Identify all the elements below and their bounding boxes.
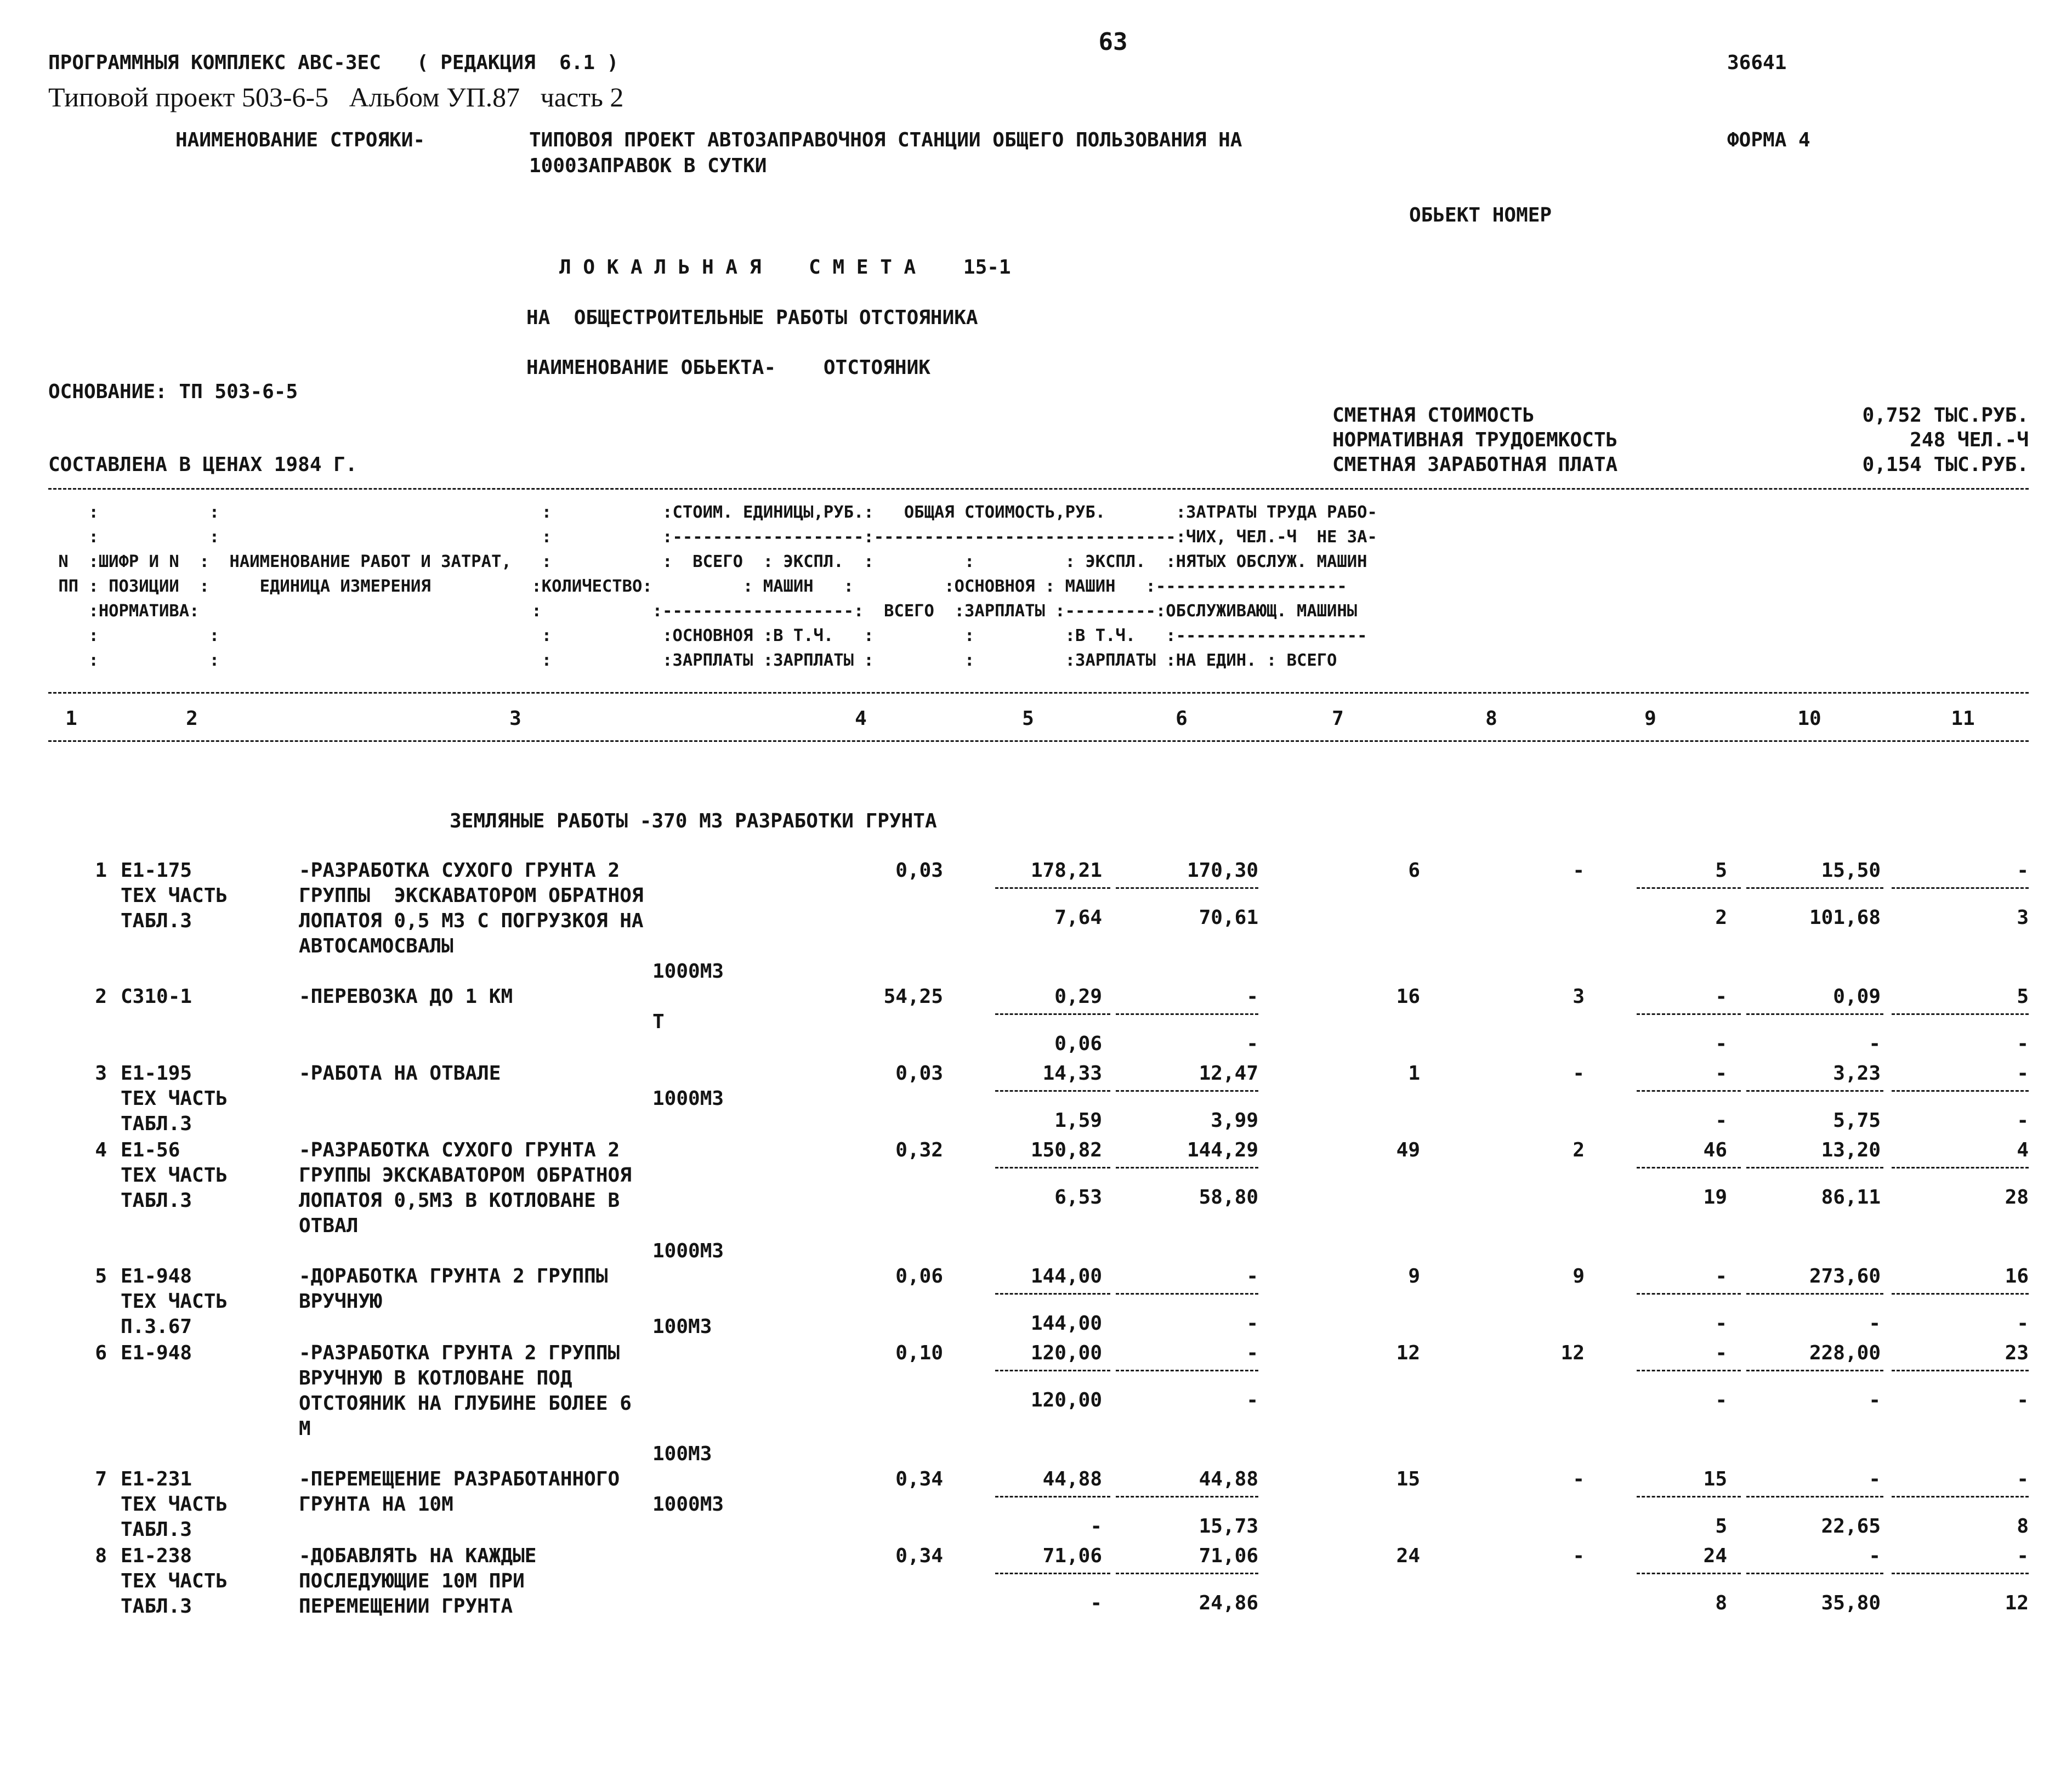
cell-divider-rule [995, 1167, 1110, 1169]
total-base-wages: - [1573, 1062, 1585, 1085]
quantity: 0,03 [895, 1062, 943, 1085]
unit-of-measure: 100М3 [652, 1315, 712, 1338]
unit-cost-machines: 71,06 [1199, 1545, 1258, 1567]
machine-labor-per-unit: 5,75 [1833, 1109, 1881, 1132]
work-name: -ПЕРЕВОЗКА ДО 1 КМ [299, 985, 513, 1008]
unit-cost-machines: 44,88 [1199, 1468, 1258, 1490]
labor-total: - [2017, 859, 2029, 882]
quantity: 0,32 [895, 1139, 943, 1161]
work-name: М [299, 1417, 311, 1440]
total-cost: 9 [1408, 1265, 1420, 1287]
total-cost: 12 [1396, 1342, 1420, 1364]
cell-divider-rule [1746, 1013, 1883, 1015]
unit-base-wages: 120,00 [1030, 1389, 1102, 1411]
summary-value-cost: 0,752 ТЫС.РУБ. [1862, 404, 2029, 427]
unit-cost-machines: - [1246, 1342, 1258, 1364]
cell-divider-rule [1116, 1573, 1258, 1574]
cell-divider-rule [1892, 1370, 2029, 1371]
row-number: 6 [95, 1342, 107, 1364]
column-number: 10 [1797, 707, 1821, 730]
summary-label-wages: СМЕТНАЯ ЗАРАБОТНАЯ ПЛАТА [1332, 453, 1618, 476]
unit-of-measure: 1000М3 [652, 1240, 724, 1262]
unit-machine-wages: 70,61 [1199, 906, 1258, 929]
total-machine-cost: 5 [1715, 859, 1727, 882]
column-number: 5 [1022, 707, 1034, 730]
column-number: 1 [65, 707, 77, 730]
labor-per-unit: 13,20 [1821, 1139, 1881, 1161]
row-number: 5 [95, 1265, 107, 1287]
unit-base-wages: 7,64 [1054, 906, 1102, 929]
labor-per-unit: 15,50 [1821, 859, 1881, 882]
unit-cost-total: 178,21 [1030, 859, 1102, 882]
machine-labor-per-unit: 101,68 [1809, 906, 1881, 929]
cell-divider-rule [995, 887, 1110, 889]
machine-labor-total: - [2017, 1109, 2029, 1132]
unit-base-wages: - [1090, 1515, 1102, 1538]
unit-machine-wages: 58,80 [1199, 1186, 1258, 1209]
norm-code: ТЕХ ЧАСТЬ [121, 884, 228, 907]
header-line: : : : :ОСНОВНОЯ :В Т.Ч. : : :В Т.Ч. :------------------- [48, 626, 1367, 645]
unit-machine-wages: 24,86 [1199, 1592, 1258, 1614]
row-number: 2 [95, 985, 107, 1008]
construction-name-line2: 1000ЗАПРАВОК В СУТКИ [529, 155, 767, 177]
labor-total: - [2017, 1062, 2029, 1085]
cell-divider-rule [995, 1090, 1110, 1092]
unit-cost-machines: 144,29 [1187, 1139, 1258, 1161]
machine-wages: - [1715, 1109, 1727, 1132]
norm-code: ТАБЛ.3 [121, 1518, 192, 1541]
estimate-title: Л О К А Л Ь Н А Я С М Е Т А 15-1 [559, 256, 1011, 279]
labor-per-unit: 228,00 [1809, 1342, 1881, 1364]
unit-base-wages: 0,06 [1054, 1033, 1102, 1055]
cell-divider-rule [1116, 887, 1258, 889]
document-id: 36641 [1727, 52, 1787, 74]
machine-labor-per-unit: 86,11 [1821, 1186, 1881, 1209]
cell-divider-rule [1892, 1090, 2029, 1092]
machine-labor-total: 3 [2017, 906, 2029, 929]
column-number: 2 [186, 707, 198, 730]
cell-divider-rule [1637, 1370, 1741, 1371]
machine-wages: - [1715, 1033, 1727, 1055]
labor-total: 4 [2017, 1139, 2029, 1161]
column-number: 4 [855, 707, 867, 730]
norm-code: ТАБЛ.3 [121, 910, 192, 932]
summary-value-wages: 0,154 ТЫС.РУБ. [1862, 453, 2029, 476]
form-label: ФОРМА 4 [1727, 129, 1810, 151]
row-number: 1 [95, 859, 107, 882]
quantity: 54,25 [883, 985, 943, 1008]
norm-code: Е1-231 [121, 1468, 192, 1490]
norm-code: П.3.67 [121, 1315, 192, 1338]
machine-labor-per-unit: - [1869, 1312, 1881, 1335]
machine-wages: - [1715, 1312, 1727, 1335]
machine-labor-total: 12 [2005, 1592, 2029, 1614]
total-base-wages: 12 [1560, 1342, 1585, 1364]
machine-wages: 8 [1715, 1592, 1727, 1614]
labor-per-unit: 0,09 [1833, 985, 1881, 1008]
cell-divider-rule [1116, 1293, 1258, 1295]
cell-divider-rule [1637, 1573, 1741, 1574]
unit-base-wages: - [1090, 1592, 1102, 1614]
work-name: ЛОПАТОЯ 0,5М3 В КОТЛОВАНЕ В [299, 1189, 620, 1212]
cell-divider-rule [1116, 1090, 1258, 1092]
cell-divider-rule [1892, 1496, 2029, 1498]
header-line: :НОРМАТИВА: : :-------------------: ВСЕГО :ЗАРПЛАТЫ :---------:ОБСЛУЖИВАЮЩ. МАШИНЫ [48, 602, 1358, 621]
total-machine-cost: 24 [1703, 1545, 1727, 1567]
column-number: 3 [509, 707, 521, 730]
total-base-wages: 2 [1573, 1139, 1585, 1161]
norm-code: Е1-195 [121, 1062, 192, 1085]
page-number: 63 [1098, 28, 1128, 56]
unit-of-measure: 100М3 [652, 1443, 712, 1465]
total-cost: 49 [1396, 1139, 1420, 1161]
cell-divider-rule [995, 1370, 1110, 1371]
norm-code: С310-1 [121, 985, 192, 1008]
unit-cost-total: 150,82 [1030, 1139, 1102, 1161]
total-machine-cost: 46 [1703, 1139, 1727, 1161]
norm-code: Е1-175 [121, 859, 192, 882]
object-name: НАИМЕНОВАНИЕ ОБЬЕКТА- ОТСТОЯНИК [526, 356, 930, 379]
cell-divider-rule [995, 1573, 1110, 1574]
cell-divider-rule [1746, 1573, 1883, 1574]
total-base-wages: 9 [1573, 1265, 1585, 1287]
total-machine-cost: - [1715, 985, 1727, 1008]
unit-base-wages: 6,53 [1054, 1186, 1102, 1209]
machine-labor-per-unit: - [1869, 1033, 1881, 1055]
norm-code: Е1-238 [121, 1545, 192, 1567]
unit-cost-total: 14,33 [1042, 1062, 1102, 1085]
total-machine-cost: 15 [1703, 1468, 1727, 1490]
column-number: 7 [1332, 707, 1344, 730]
unit-cost-machines: - [1246, 985, 1258, 1008]
prices-year: СОСТАВЛЕНА В ЦЕНАХ 1984 Г. [48, 453, 357, 476]
machine-wages: - [1715, 1389, 1727, 1411]
construction-name-label: НАИМЕНОВАНИЕ СТРОЯКИ- [175, 129, 425, 151]
norm-code: ТЕХ ЧАСТЬ [121, 1164, 228, 1187]
machine-labor-per-unit: 22,65 [1821, 1515, 1881, 1538]
total-machine-cost: - [1715, 1062, 1727, 1085]
work-name: -РАЗРАБОТКА СУХОГО ГРУНТА 2 [299, 859, 620, 882]
work-name: ГРУППЫ ЭКСКАВАТОРОМ ОБРАТНОЯ [299, 884, 644, 907]
work-name: ОТВАЛ [299, 1215, 359, 1237]
cell-divider-rule [1116, 1496, 1258, 1498]
machine-wages: 5 [1715, 1515, 1727, 1538]
construction-name-line1: ТИПОВОЯ ПРОЕКТ АВТОЗАПРАВОЧНОЯ СТАНЦИИ ОБЩЕГО ПОЛЬЗОВАНИЯ НА [529, 129, 1242, 151]
total-machine-cost: - [1715, 1265, 1727, 1287]
unit-of-measure: 1000М3 [652, 1087, 724, 1110]
unit-machine-wages: - [1246, 1033, 1258, 1055]
total-base-wages: 3 [1573, 985, 1585, 1008]
machine-labor-total: - [2017, 1389, 2029, 1411]
unit-machine-wages: 3,99 [1211, 1109, 1258, 1132]
work-name: ВРУЧНУЮ В КОТЛОВАНЕ ПОД [299, 1367, 572, 1389]
labor-per-unit: 273,60 [1809, 1265, 1881, 1287]
total-cost: 1 [1408, 1062, 1420, 1085]
unit-of-measure: 1000М3 [652, 960, 724, 983]
header-line: : : : :ЗАРПЛАТЫ :ЗАРПЛАТЫ : : :ЗАРПЛАТЫ :НА ЕДИН. : ВСЕГО [48, 651, 1337, 670]
norm-code: Е1-948 [121, 1342, 192, 1364]
labor-total: 5 [2017, 985, 2029, 1008]
norm-code: ТАБЛ.3 [121, 1189, 192, 1212]
total-cost: 6 [1408, 859, 1420, 882]
cell-divider-rule [1892, 1167, 2029, 1169]
machine-wages: 2 [1715, 906, 1727, 929]
machine-labor-total: 8 [2017, 1515, 2029, 1538]
work-name: -РАЗРАБОТКА ГРУНТА 2 ГРУППЫ [299, 1342, 620, 1364]
work-name: -ДОБАВЛЯТЬ НА КАЖДЫЕ [299, 1545, 537, 1567]
labor-total: - [2017, 1545, 2029, 1567]
cell-divider-rule [1116, 1370, 1258, 1371]
cell-divider-rule [1637, 1090, 1741, 1092]
row-number: 3 [95, 1062, 107, 1085]
total-base-wages: - [1573, 1545, 1585, 1567]
cell-divider-rule [1746, 887, 1883, 889]
machine-labor-per-unit: 35,80 [1821, 1592, 1881, 1614]
norm-code: Е1-948 [121, 1265, 192, 1287]
header-line: : : : :-------------------:------------------------------:ЧИХ, ЧЕЛ.-Ч НЕ ЗА- [48, 528, 1377, 547]
basis: ОСНОВАНИЕ: ТП 503-6-5 [48, 381, 298, 403]
labor-total: - [2017, 1468, 2029, 1490]
cell-divider-rule [1637, 1496, 1741, 1498]
column-number: 11 [1951, 707, 1975, 730]
quantity: 0,03 [895, 859, 943, 882]
work-name: АВТОСАМОСВАЛЫ [299, 935, 453, 957]
work-name: -ДОРАБОТКА ГРУНТА 2 ГРУППЫ [299, 1265, 608, 1287]
quantity: 0,34 [895, 1468, 943, 1490]
work-name: ЛОПАТОЯ 0,5 М3 С ПОГРУЗКОЯ НА [299, 910, 644, 932]
unit-cost-machines: - [1246, 1265, 1258, 1287]
cell-divider-rule [1746, 1090, 1883, 1092]
cell-divider-rule [1637, 1293, 1741, 1295]
work-name: ПЕРЕМЕЩЕНИИ ГРУНТА [299, 1595, 513, 1618]
unit-machine-wages: - [1246, 1389, 1258, 1411]
unit-cost-total: 44,88 [1042, 1468, 1102, 1490]
cell-divider-rule [1892, 887, 2029, 889]
cell-divider-rule [1116, 1167, 1258, 1169]
unit-cost-machines: 12,47 [1199, 1062, 1258, 1085]
norm-code: ТЕХ ЧАСТЬ [121, 1087, 228, 1110]
unit-machine-wages: 15,73 [1199, 1515, 1258, 1538]
labor-total: 16 [2005, 1265, 2029, 1287]
work-name: -РАБОТА НА ОТВАЛЕ [299, 1062, 501, 1085]
quantity: 0,06 [895, 1265, 943, 1287]
program-line: ПРОГРАММНЫЯ КОМПЛЕКС АВС-3ЕС ( РЕДАКЦИЯ 6.1 ) [48, 52, 619, 74]
machine-labor-total: - [2017, 1312, 2029, 1335]
machine-labor-per-unit: - [1869, 1389, 1881, 1411]
total-cost: 16 [1396, 985, 1420, 1008]
norm-code: ТАБЛ.3 [121, 1595, 192, 1618]
column-number: 6 [1176, 707, 1188, 730]
cell-divider-rule [1637, 1013, 1741, 1015]
cell-divider-rule [995, 1013, 1110, 1015]
total-cost: 24 [1396, 1545, 1420, 1567]
cell-divider-rule [1637, 1167, 1741, 1169]
norm-code: ТЕХ ЧАСТЬ [121, 1493, 228, 1516]
unit-cost-total: 0,29 [1054, 985, 1102, 1008]
section-title: ЗЕМЛЯНЫЕ РАБОТЫ -370 М3 РАЗРАБОТКИ ГРУНТА [450, 810, 937, 832]
header-line: N :ШИФР И N : НАИМЕНОВАНИЕ РАБОТ И ЗАТРАТ, : : ВСЕГО : ЭКСПЛ. : : : ЭКСПЛ. :НЯТЫХ ОБСЛУЖ. МАШИН [48, 552, 1367, 571]
cell-divider-rule [1746, 1167, 1883, 1169]
unit-cost-machines: 170,30 [1187, 859, 1258, 882]
summary-label-labor: НОРМАТИВНАЯ ТРУДОЕМКОСТЬ [1332, 429, 1618, 451]
machine-labor-total: 28 [2005, 1186, 2029, 1209]
cell-divider-rule [1892, 1013, 2029, 1015]
unit-of-measure: 1000М3 [652, 1493, 724, 1516]
norm-code: ТАБЛ.3 [121, 1113, 192, 1135]
total-cost: 15 [1396, 1468, 1420, 1490]
header-top-rule [48, 488, 2029, 490]
cell-divider-rule [1746, 1370, 1883, 1371]
cell-divider-rule [995, 1496, 1110, 1498]
work-name: ПОСЛЕДУЮЩИЕ 10М ПРИ [299, 1570, 525, 1592]
unit-of-measure: Т [652, 1011, 665, 1033]
cell-divider-rule [1892, 1573, 2029, 1574]
unit-cost-total: 144,00 [1030, 1265, 1102, 1287]
total-machine-cost: - [1715, 1342, 1727, 1364]
row-number: 8 [95, 1545, 107, 1567]
norm-code: ТЕХ ЧАСТЬ [121, 1570, 228, 1592]
unit-base-wages: 144,00 [1030, 1312, 1102, 1335]
header-line: ПП : ПОЗИЦИИ : ЕДИНИЦА ИЗМЕРЕНИЯ :КОЛИЧЕСТВО: : МАШИН : :ОСНОВНОЯ : МАШИН :------------------- [48, 577, 1347, 596]
labor-per-unit: 3,23 [1833, 1062, 1881, 1085]
table-header [48, 504, 2029, 685]
quantity: 0,10 [895, 1342, 943, 1364]
row-number: 4 [95, 1139, 107, 1161]
total-base-wages: - [1573, 1468, 1585, 1490]
header-mid-rule [48, 692, 2029, 694]
work-name: ВРУЧНУЮ [299, 1290, 382, 1313]
unit-machine-wages: - [1246, 1312, 1258, 1335]
cell-divider-rule [995, 1293, 1110, 1295]
row-number: 7 [95, 1468, 107, 1490]
labor-per-unit: - [1869, 1468, 1881, 1490]
cell-divider-rule [1746, 1496, 1883, 1498]
unit-base-wages: 1,59 [1054, 1109, 1102, 1132]
machine-wages: 19 [1703, 1186, 1727, 1209]
column-number: 9 [1644, 707, 1656, 730]
unit-cost-total: 71,06 [1042, 1545, 1102, 1567]
labor-per-unit: - [1869, 1545, 1881, 1567]
norm-code: Е1-56 [121, 1139, 180, 1161]
summary-value-labor: 248 ЧЕЛ.-Ч [1910, 429, 2029, 451]
total-base-wages: - [1573, 859, 1585, 882]
estimate-subtitle: НА ОБЩЕСТРОИТЕЛЬНЫЕ РАБОТЫ ОТСТОЯНИКА [526, 307, 978, 329]
cell-divider-rule [1892, 1293, 2029, 1295]
work-name: ГРУНТА НА 10М [299, 1493, 453, 1516]
object-number-label: ОБЬЕКТ НОМЕР [1409, 204, 1552, 226]
work-name: -РАЗРАБОТКА СУХОГО ГРУНТА 2 [299, 1139, 620, 1161]
cell-divider-rule [1637, 887, 1741, 889]
project-line: Типовой проект 503-6-5 Альбом УП.87 часть 2 [48, 82, 624, 112]
norm-code: ТЕХ ЧАСТЬ [121, 1290, 228, 1313]
quantity: 0,34 [895, 1545, 943, 1567]
unit-cost-total: 120,00 [1030, 1342, 1102, 1364]
work-name: -ПЕРЕМЕЩЕНИЕ РАЗРАБОТАННОГО [299, 1468, 620, 1490]
summary-label-cost: СМЕТНАЯ СТОИМОСТЬ [1332, 404, 1535, 427]
labor-total: 23 [2005, 1342, 2029, 1364]
machine-labor-total: - [2017, 1033, 2029, 1055]
column-number: 8 [1485, 707, 1497, 730]
header-line: : : : :СТОИМ. ЕДИНИЦЫ,РУБ.: ОБЩАЯ СТОИМОСТЬ,РУБ. :ЗАТРАТЫ ТРУДА РАБО- [48, 504, 1377, 522]
cell-divider-rule [1116, 1013, 1258, 1015]
cell-divider-rule [1746, 1293, 1883, 1295]
work-name: ОТСТОЯНИК НА ГЛУБИНЕ БОЛЕЕ 6 [299, 1392, 632, 1415]
work-name: ГРУППЫ ЭКСКАВАТОРОМ ОБРАТНОЯ [299, 1164, 632, 1187]
header-bottom-rule [48, 740, 2029, 742]
